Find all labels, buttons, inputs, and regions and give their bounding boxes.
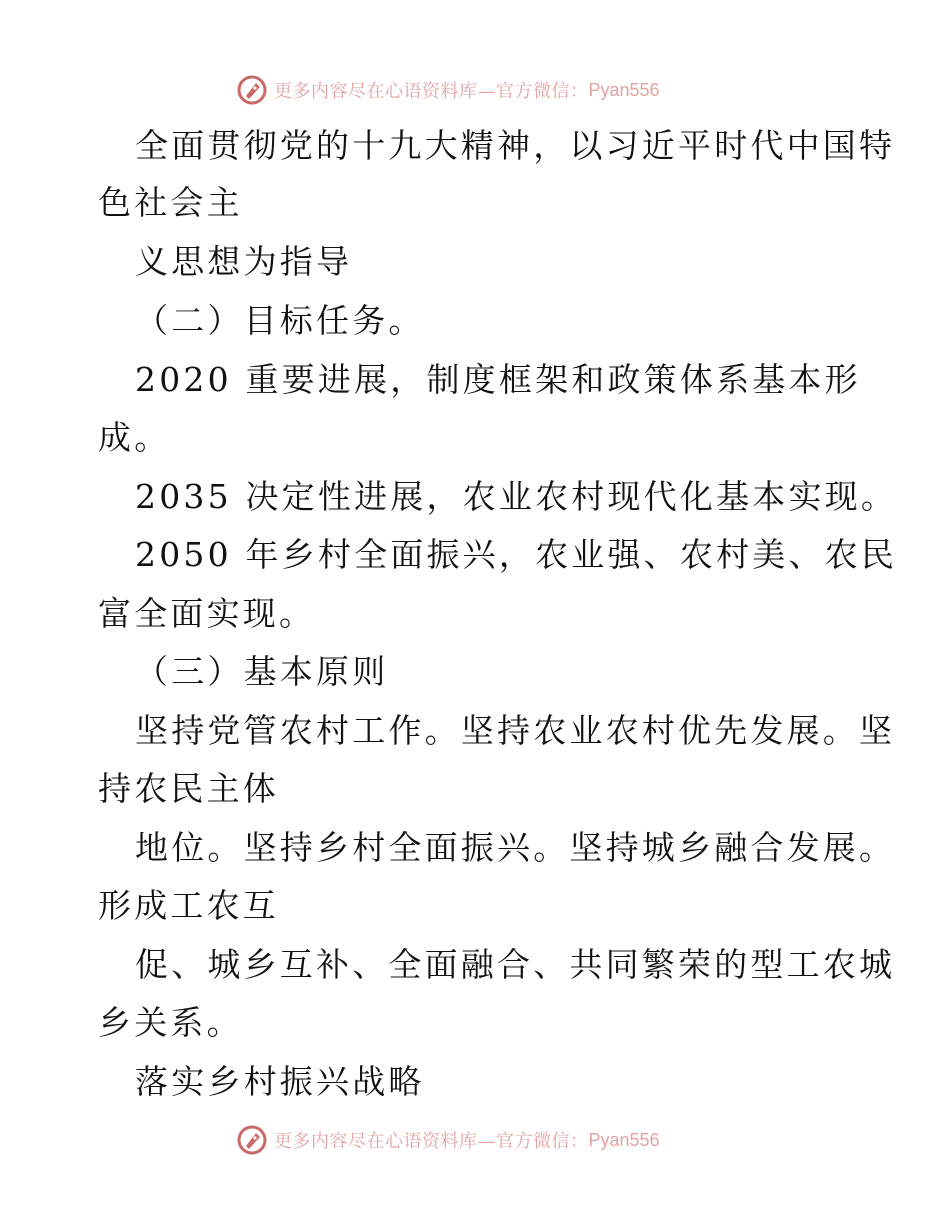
watermark-text: 更多内容尽在心语资料库—官方微信：	[274, 81, 589, 102]
body-line: 2020 重要进展，制度框架和政策体系基本形	[135, 360, 861, 399]
body-line: 富全面实现。	[98, 594, 316, 633]
body-line: 地位。坚持乡村全面振兴。坚持城乡融合发展。	[135, 828, 896, 867]
pen-nib-logo-icon	[236, 1124, 268, 1156]
body-line: 持农民主体	[98, 769, 279, 808]
section-heading: （三）基本原则	[135, 652, 389, 691]
body-line: 成。	[98, 418, 171, 457]
watermark-footer	[0, 1120, 950, 1160]
body-line: 落实乡村振兴战略	[135, 1062, 425, 1101]
pen-nib-logo-icon	[236, 74, 268, 106]
section-heading: （二）目标任务。	[135, 301, 425, 340]
body-line: 坚持党管农村工作。坚持农业农村优先发展。坚	[135, 711, 896, 750]
watermark-text: 更多内容尽在心语资料库—官方微信：	[274, 1131, 589, 1152]
watermark-wechat-handle: Pyan556	[588, 79, 660, 100]
body-line: 2035 决定性进展，农业农村现代化基本实现。	[135, 477, 898, 516]
body-line: 形成工农互	[98, 886, 279, 925]
watermark-wechat-handle: Pyan556	[588, 1129, 660, 1150]
body-line: 义思想为指导	[135, 242, 353, 281]
watermark-header	[0, 70, 950, 110]
body-line: 乡关系。	[98, 1003, 243, 1042]
body-line: 2050 年乡村全面振兴，农业强、农村美、农民	[135, 535, 898, 574]
body-line: 促、城乡互补、全面融合、共同繁荣的型工农城	[135, 945, 896, 984]
body-line: 色社会主	[98, 183, 243, 222]
body-line: 全面贯彻党的十九大精神，以习近平时代中国特	[135, 126, 896, 165]
